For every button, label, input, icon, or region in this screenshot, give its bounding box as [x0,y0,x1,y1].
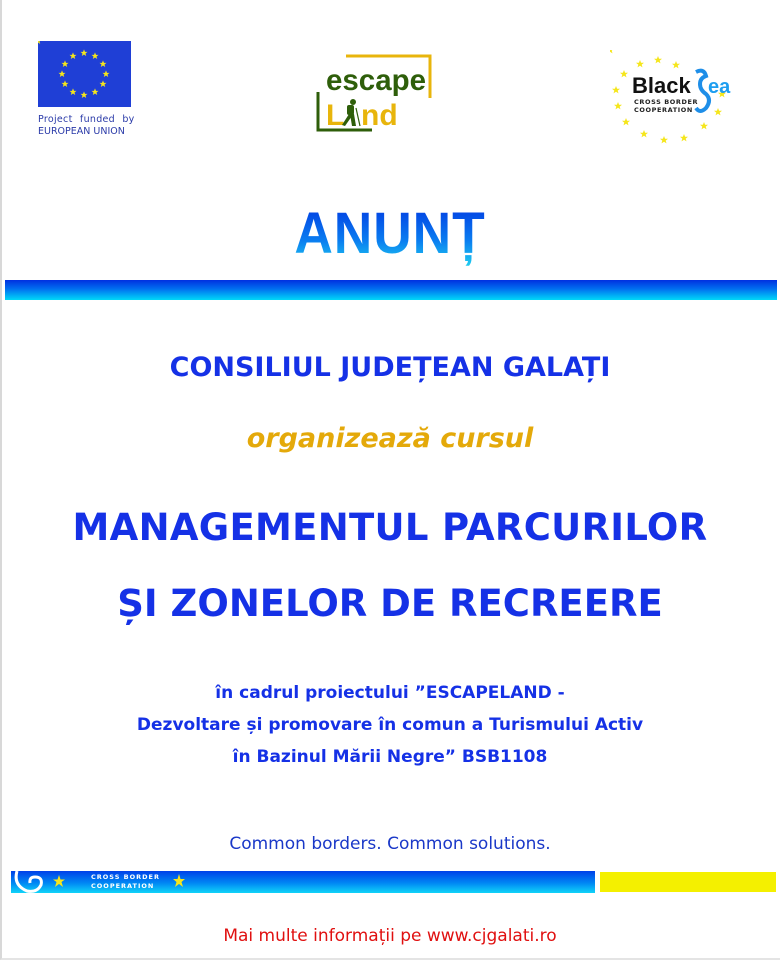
eu-logo [38,41,135,138]
yellow-band [600,872,776,892]
course-title-line1: MANAGEMENTUL PARCURILOR [72,506,708,549]
slogan: Common borders. Common solutions. [229,834,551,854]
blacksea-logo [610,50,750,150]
svg-text:CROSS BORDER: CROSS BORDER [634,98,699,106]
svg-text:L: L [326,99,345,132]
title-divider-bar [5,280,777,300]
star-icon [173,874,185,887]
eu-caption-line1: Project funded by [38,114,135,125]
cross-border-label-line1: CROSS BORDER [91,873,160,881]
hiker-icon [342,99,360,126]
svg-text:escape: escape [326,64,426,97]
svg-text:Black: Black [632,73,691,98]
swirl-icon [16,871,41,891]
cross-border-label [91,873,160,891]
more-info-link[interactable]: Mai multe informații pe www.cjgalati.ro [223,926,557,946]
svg-text:nd: nd [361,99,398,132]
escapeland-logo [312,50,437,140]
cross-border-band [11,871,595,893]
action-subheading: organizează cursul [246,423,534,454]
course-title-line2: ȘI ZONELOR DE RECREERE [117,582,663,625]
project-line2: Dezvoltare și promovare în comun a Turismului Activ [136,715,644,735]
page-title: ANUNȚ [31,200,749,267]
eu-caption-line2: EUROPEAN UNION [38,126,125,137]
eu-flag-icon [38,41,131,107]
cross-border-label-line2: COOPERATION [91,882,155,890]
organizer-heading: CONSILIUL JUDEȚEAN GALAȚI [169,352,611,383]
star-icon [53,875,65,887]
svg-text:ea: ea [708,76,731,98]
project-line3: în Bazinul Mării Negre” BSB1108 [232,747,548,767]
svg-text:COOPERATION: COOPERATION [634,106,693,114]
project-line1: în cadrul proiectului ”ESCAPELAND - [215,683,565,703]
